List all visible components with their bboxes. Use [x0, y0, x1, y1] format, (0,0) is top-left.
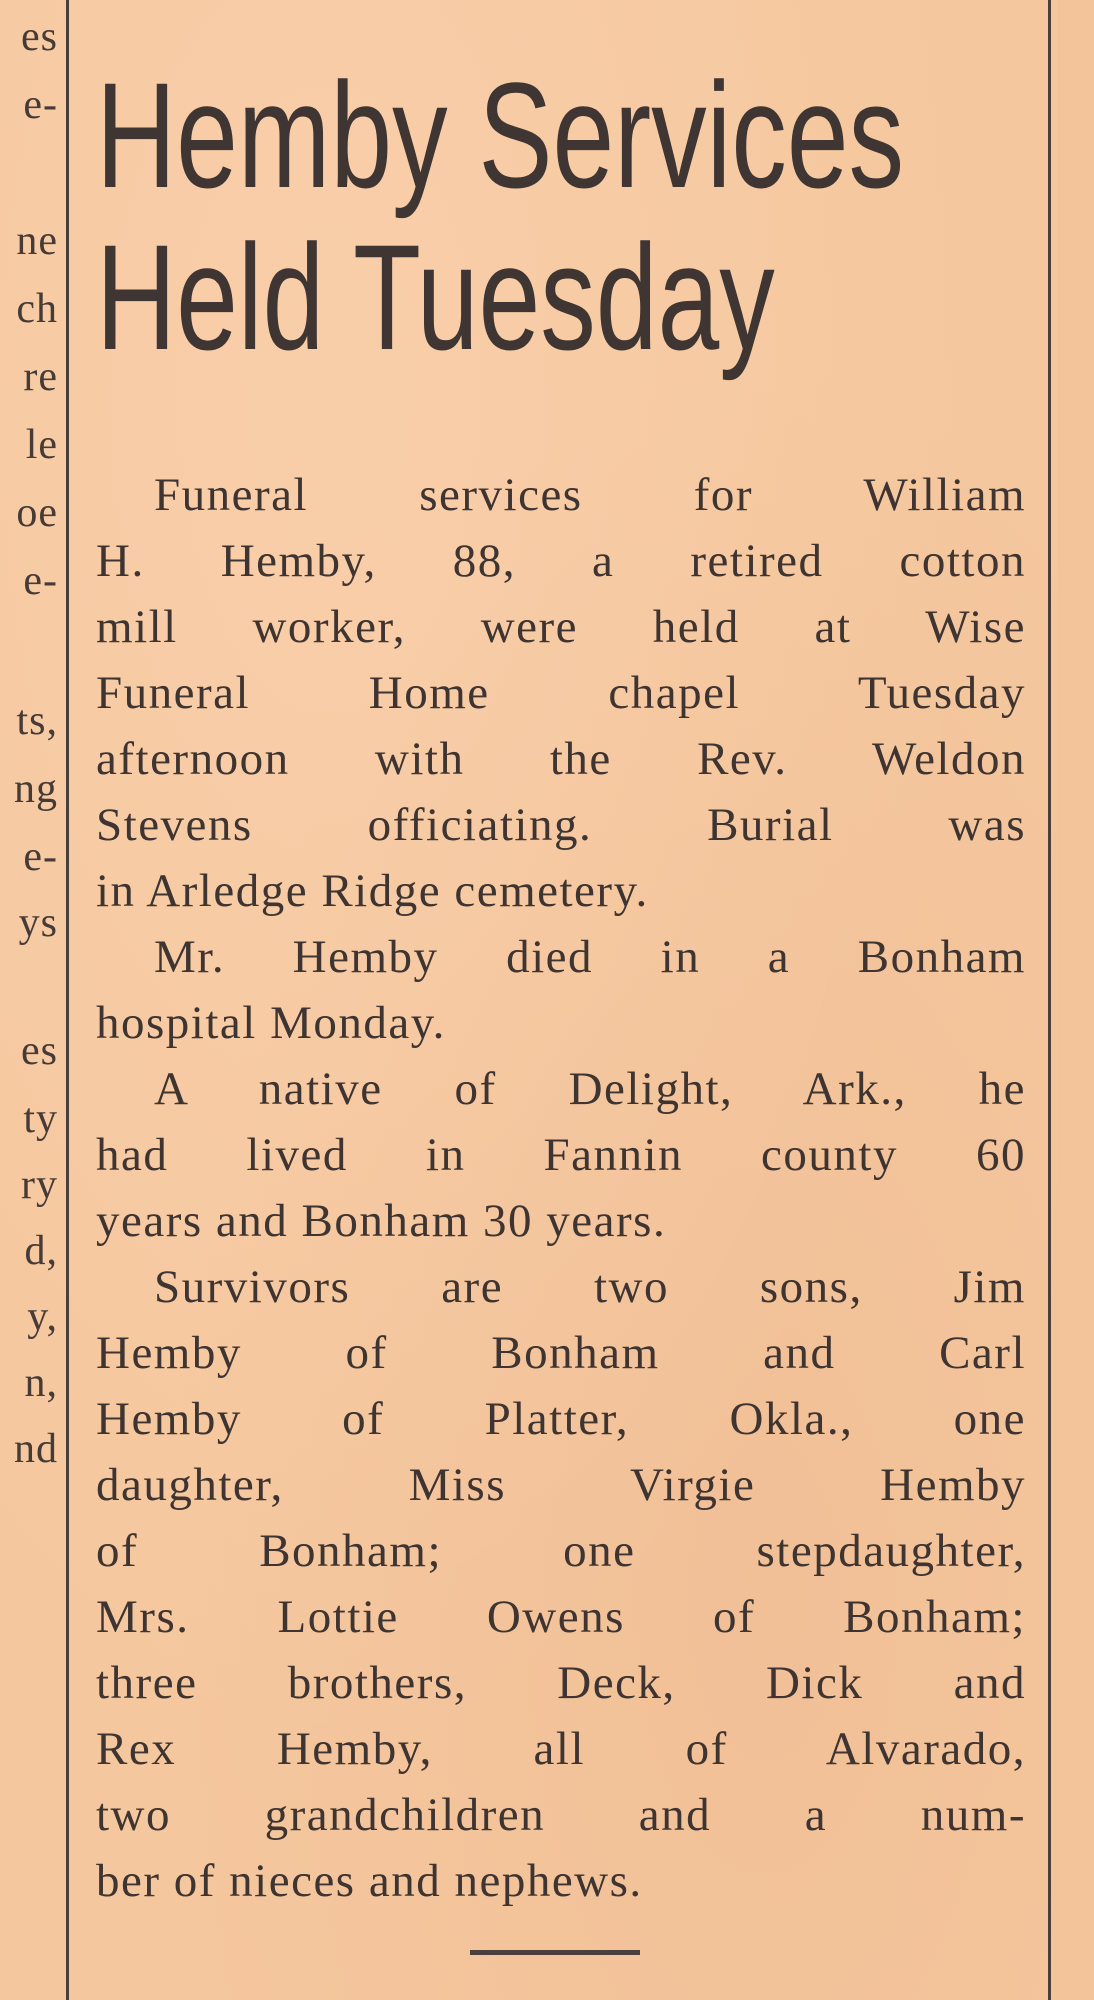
- article-line: A native of Delight, Ark., he: [154, 1063, 1026, 1115]
- article-line: three brothers, Deck, Dick and: [96, 1657, 1026, 1709]
- fragment: es: [21, 16, 58, 60]
- fragment: re: [23, 354, 58, 400]
- article-line: Hemby of Bonham and Carl: [96, 1327, 1026, 1379]
- fragment: le: [25, 422, 58, 468]
- fragment: ne: [16, 218, 58, 264]
- article-line: two grandchildren and a num-: [96, 1789, 1026, 1841]
- fragment: oe: [16, 490, 58, 536]
- article-line: daughter, Miss Virgie Hemby: [96, 1459, 1026, 1511]
- end-of-article-rule: [470, 1950, 640, 1955]
- article-line: Rex Hemby, all of Alvarado,: [96, 1723, 1026, 1775]
- fragment: e-: [23, 82, 58, 128]
- article-line: Funeral services for William: [154, 469, 1026, 521]
- article-line: mill worker, were held at Wise: [96, 601, 1026, 653]
- article-line: Funeral Home chapel Tuesday: [96, 667, 1026, 719]
- article-line: Hemby of Platter, Okla., one: [96, 1393, 1026, 1445]
- fragment: ch: [16, 286, 58, 332]
- article-line: Mr. Hemby died in a Bonham: [154, 931, 1026, 983]
- article-line: H. Hemby, 88, a retired cotton: [96, 535, 1026, 587]
- fragment: e-: [23, 834, 58, 880]
- right-margin: [1058, 0, 1094, 2000]
- article-line: in Arledge Ridge cemetery.: [96, 865, 649, 917]
- article-body: [96, 462, 1026, 1914]
- fragment: ty: [23, 1096, 58, 1142]
- fragment: es: [21, 1028, 58, 1074]
- article-line: Mrs. Lottie Owens of Bonham;: [96, 1591, 1026, 1643]
- fragment: ts,: [16, 698, 58, 744]
- article-line: afternoon with the Rev. Weldon: [96, 733, 1026, 785]
- article-line: Stevens officiating. Burial was: [96, 799, 1026, 851]
- fragment: d,: [24, 1228, 58, 1274]
- column-rule-left: [66, 0, 69, 2000]
- headline-line-2: Held Tuesday: [96, 213, 775, 381]
- fragment: nd: [14, 1426, 58, 1472]
- column-rule-right: [1048, 0, 1051, 2000]
- fragment: ys: [18, 900, 58, 946]
- fragment: e-: [23, 558, 58, 604]
- headline: [96, 51, 905, 384]
- adjacent-column-fragments: [0, 16, 62, 1976]
- article-line: of Bonham; one stepdaughter,: [96, 1525, 1026, 1577]
- article-line: years and Bonham 30 years.: [96, 1195, 667, 1247]
- fragment: y,: [27, 1294, 58, 1340]
- article-line: ber of nieces and nephews.: [96, 1855, 643, 1907]
- article-line: had lived in Fannin county 60: [96, 1129, 1026, 1181]
- fragment: ry: [21, 1162, 58, 1208]
- fragment: ng: [14, 766, 58, 812]
- article-line: Survivors are two sons, Jim: [154, 1261, 1026, 1313]
- headline-line-1: Hemby Services: [96, 51, 905, 219]
- article-line: hospital Monday.: [96, 997, 446, 1049]
- fragment: n,: [24, 1360, 58, 1406]
